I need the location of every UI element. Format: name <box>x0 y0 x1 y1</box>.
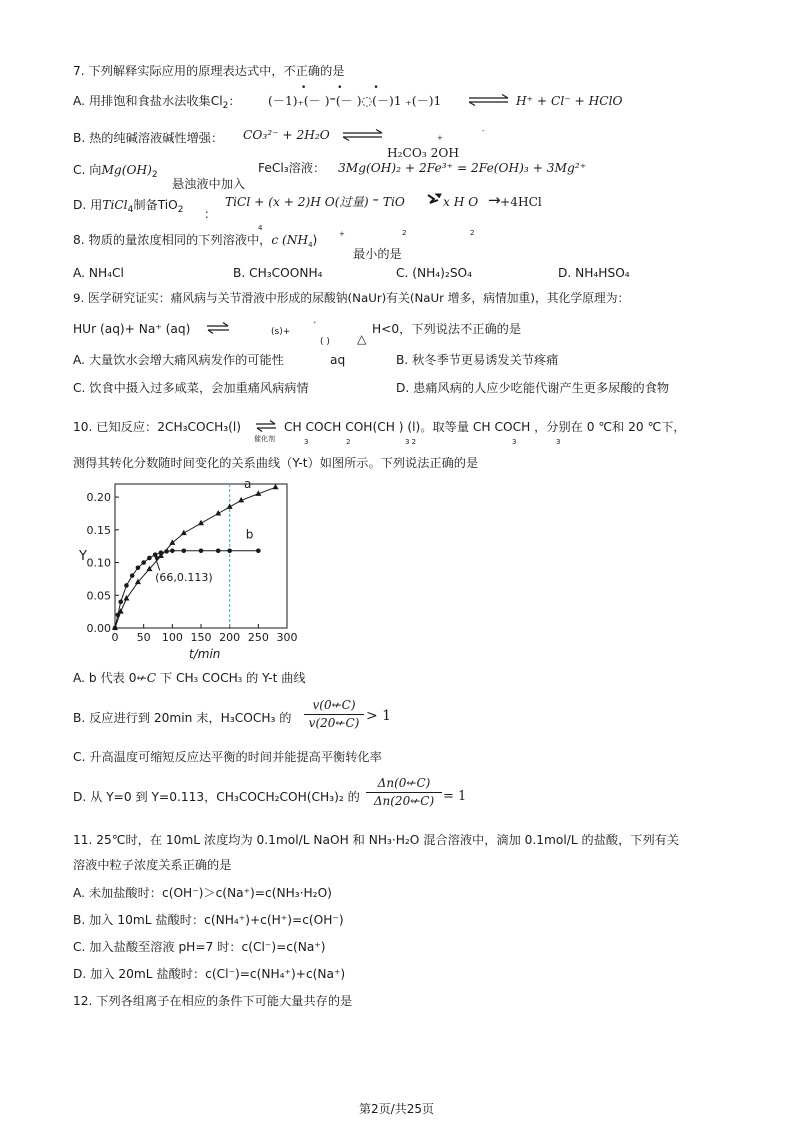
q8-option-d: D. NH₄HSO₄ <box>558 266 630 280</box>
q8-tail: 最小的是 <box>353 247 402 261</box>
q7-d-eq2: x H O <box>443 195 479 209</box>
x-tick-label: 200 <box>219 631 241 644</box>
y-axis-label: Y <box>79 549 87 564</box>
y-tick-label: 0.15 <box>86 523 111 537</box>
annotation-label: (66,0.113) <box>155 570 213 584</box>
q11-option-a: A. 未加盐酸时：c(OH⁻)＞c(Na⁺)=c(NH₃·H₂O) <box>73 886 332 900</box>
q10-sub-5: 3 <box>556 438 561 446</box>
q8-option-a: A. NH₄Cl <box>73 266 124 280</box>
broken-arrow-icon <box>426 192 444 206</box>
q7-d-sub-c: 2 <box>470 229 475 237</box>
series-point-a <box>273 484 279 490</box>
x-tick-label: 100 <box>161 631 183 644</box>
q7-a-dots: • • • <box>301 83 393 93</box>
q8-option-b: B. CH₃COONH₄ <box>233 266 323 280</box>
q12-stem: 12. 下列各组离子在相应的条件下可能大量共存的是 <box>73 994 353 1008</box>
q7-option-b: B. 热的纯碱溶液碱性增强： <box>73 131 224 145</box>
q11-option-c: C. 加入盐酸至溶液 pH=7 时：c(Cl⁻)=c(Na⁺) <box>73 940 326 954</box>
series-point-b <box>116 613 121 618</box>
series-point-a <box>169 539 175 544</box>
q10-stem: 10. 已知反应：2CH₃COCH₃(l) <box>73 420 242 434</box>
y-tick-label: 0.00 <box>86 622 111 635</box>
q8-sup: + <box>339 230 345 238</box>
series-point-b <box>164 549 169 554</box>
q7-c-eq: 3Mg(OH)₂ + 2Fe³⁺ = 2Fe(OH)₃ + 3Mg²⁺ <box>338 161 587 175</box>
series-point-b <box>216 548 221 553</box>
q10-product: CH COCH COH(CH ) (l)。取等量 CH COCH ，分别在 0 ℃和 20 ℃下， <box>284 420 686 434</box>
plot-frame <box>115 484 287 628</box>
q10-d-eq: = 1 <box>443 789 467 804</box>
q7-d-eq: TiCl + (x + 2)H O(过量) ⁼ TiO <box>225 195 405 209</box>
q7-option-a: A. 用排饱和食盐水法收集$Cl_2$： <box>73 94 241 111</box>
equilibrium-arrow-icon <box>468 94 510 106</box>
conversion-fraction-chart <box>73 478 305 664</box>
q7-c-mid: 悬浊液中加入 <box>172 177 246 191</box>
y-tick-label: 0.20 <box>86 491 111 505</box>
equilibrium-arrow-icon <box>342 129 384 141</box>
q10-option-a: A. b 代表 0↚C 下 CH3 COCH3 的 Y-t 曲线 <box>73 671 306 685</box>
equilibrium-arrow-icon <box>206 322 230 334</box>
q9-eq-h: H<0，下列说法不正确的是 <box>372 322 522 336</box>
q10-b-gt: > 1 <box>366 708 392 724</box>
series-point-b <box>147 556 152 561</box>
q7-d-eq3: +4HCl <box>500 195 542 209</box>
series-line-b <box>115 551 258 628</box>
q7-b-minus: - <box>482 127 485 135</box>
x-tick-label: 250 <box>247 631 269 644</box>
series-point-b <box>159 550 164 555</box>
q9-option-a-aq: aq <box>330 353 346 367</box>
x-tick-label: 300 <box>276 631 298 644</box>
series-point-b <box>124 583 129 588</box>
series-line-a <box>115 487 276 628</box>
q7-b-formula: CO₃²⁻ + 2H₂O <box>243 128 330 142</box>
series-point-b <box>256 548 261 553</box>
q7-d-colon: ： <box>204 207 217 221</box>
q9-option-a: A. 大量饮水会增大痛风病发作的可能性 <box>73 353 284 367</box>
series-label-a: a <box>244 478 252 491</box>
q7-option-d: D. 用TiCl$_4$制备TiO$_2$ <box>73 198 184 215</box>
q10-sub-1: 3 <box>304 438 309 446</box>
x-tick-label: 0 <box>111 631 119 644</box>
q10-sub-3: 3 2 <box>405 438 417 446</box>
series-point-b <box>130 573 135 578</box>
q7-d-sub-a: 4 <box>258 224 263 232</box>
q9-option-b: B. 秋冬季节更易诱发关节疼痛 <box>396 353 559 367</box>
q7-stem: 7. 下列解释实际应用的原理表达式中，不正确的是 <box>73 64 345 78</box>
q10-catalyst: 催化剂 <box>254 435 275 443</box>
q7-a-garbled: (－1)₊(－ )⁼(－ )◌(－)1 ₊(－)1 <box>268 94 442 108</box>
q11-option-b: B. 加入 10mL 盐酸时：c(NH₄⁺)+c(H⁺)=c(OH⁻) <box>73 913 344 927</box>
q9-eq-dot: ⁺ <box>313 320 317 328</box>
q9-eq-paren: ( ) <box>320 337 330 347</box>
series-point-b <box>227 548 232 553</box>
q7-b-plus: + <box>437 134 443 142</box>
series-point-b <box>170 548 175 553</box>
x-tick-label: 50 <box>136 631 151 644</box>
y-tick-label: 0.10 <box>86 556 111 570</box>
series-point-b <box>199 548 204 553</box>
q11-line2: 溶液中粒子浓度关系正确的是 <box>73 858 232 872</box>
page-number: 第2页/共25页 <box>359 1102 434 1116</box>
q10-line2: 测得其转化分数随时间变化的关系曲线（Y-t）如图所示。下列说法正确的是 <box>73 456 479 470</box>
series-point-b <box>141 560 146 565</box>
q11-stem: 11. 25℃时，在 10mL 浓度均为 0.1mol/L NaOH 和 NH₃·H₂O 混合溶液中，滴加 0.1mol/L 的盐酸，下列有关 <box>73 833 680 847</box>
series-point-b <box>113 626 118 631</box>
q10-b-fraction: v(0↚C) v(20↚C) <box>304 698 364 731</box>
q9-eq-left: HUr (aq)+ Na⁺ (aq) <box>73 322 191 336</box>
q10-option-d: D. 从 Y=0 到 Y=0.113，CH₃COCH₂COH(CH₃)₂ 的 <box>73 790 360 804</box>
x-tick-label: 150 <box>190 631 212 644</box>
series-label-b: b <box>245 527 254 542</box>
q9-option-c: C. 饮食中摄入过多咸菜，会加重痛风病病情 <box>73 381 309 395</box>
x-axis-label: t/min <box>189 647 221 661</box>
q10-sub-4: 3 <box>512 438 517 446</box>
q7-c-fecl: FeCl₃溶液： <box>258 161 326 175</box>
q7-a-products: H⁺ + Cl⁻ + HClO <box>516 94 623 108</box>
q7-b-products: H₂CO₃ 2OH <box>387 146 459 160</box>
q10-option-b: B. 反应进行到 20min 末，H₃COCH₃ 的 <box>73 711 292 725</box>
q11-option-d: D. 加入 20mL 盐酸时：c(Cl⁻)=c(NH₄⁺)+c(Na⁺) <box>73 967 346 981</box>
q7-d-sub-b: 2 <box>402 229 407 237</box>
q7-option-c: C. 向$Mg(OH)_2$ <box>73 163 158 180</box>
q10-sub-2: 2 <box>346 438 351 446</box>
q9-eq-s: (s)+ <box>271 327 291 337</box>
q9-eq-delta: △ <box>357 332 367 346</box>
q10-option-c: C. 升高温度可缩短反应达平衡的时间并能提高平衡转化率 <box>73 750 382 764</box>
q7-d-arrow: → <box>488 191 501 209</box>
q10-d-fraction: Δn(0↚C) Δn(20↚C) <box>366 776 442 809</box>
series-point-b <box>136 565 141 570</box>
y-tick-label: 0.05 <box>86 589 111 603</box>
q9-option-d: D. 患痛风病的人应少吃能代谢产生更多尿酸的食物 <box>396 381 670 395</box>
series-point-b <box>182 548 187 553</box>
q8-option-c: C. (NH₄)₂SO₄ <box>396 266 473 280</box>
q8-stem: 8. 物质的量浓度相同的下列溶液中，c $(NH_4)$ <box>73 233 318 249</box>
series-point-b <box>118 600 123 605</box>
q9-stem: 9. 医学研究证实：痛风病与关节滑液中形成的尿酸钠(NaUr)有关(NaUr 增多，病情加重)，其化学原理为： <box>73 291 630 305</box>
